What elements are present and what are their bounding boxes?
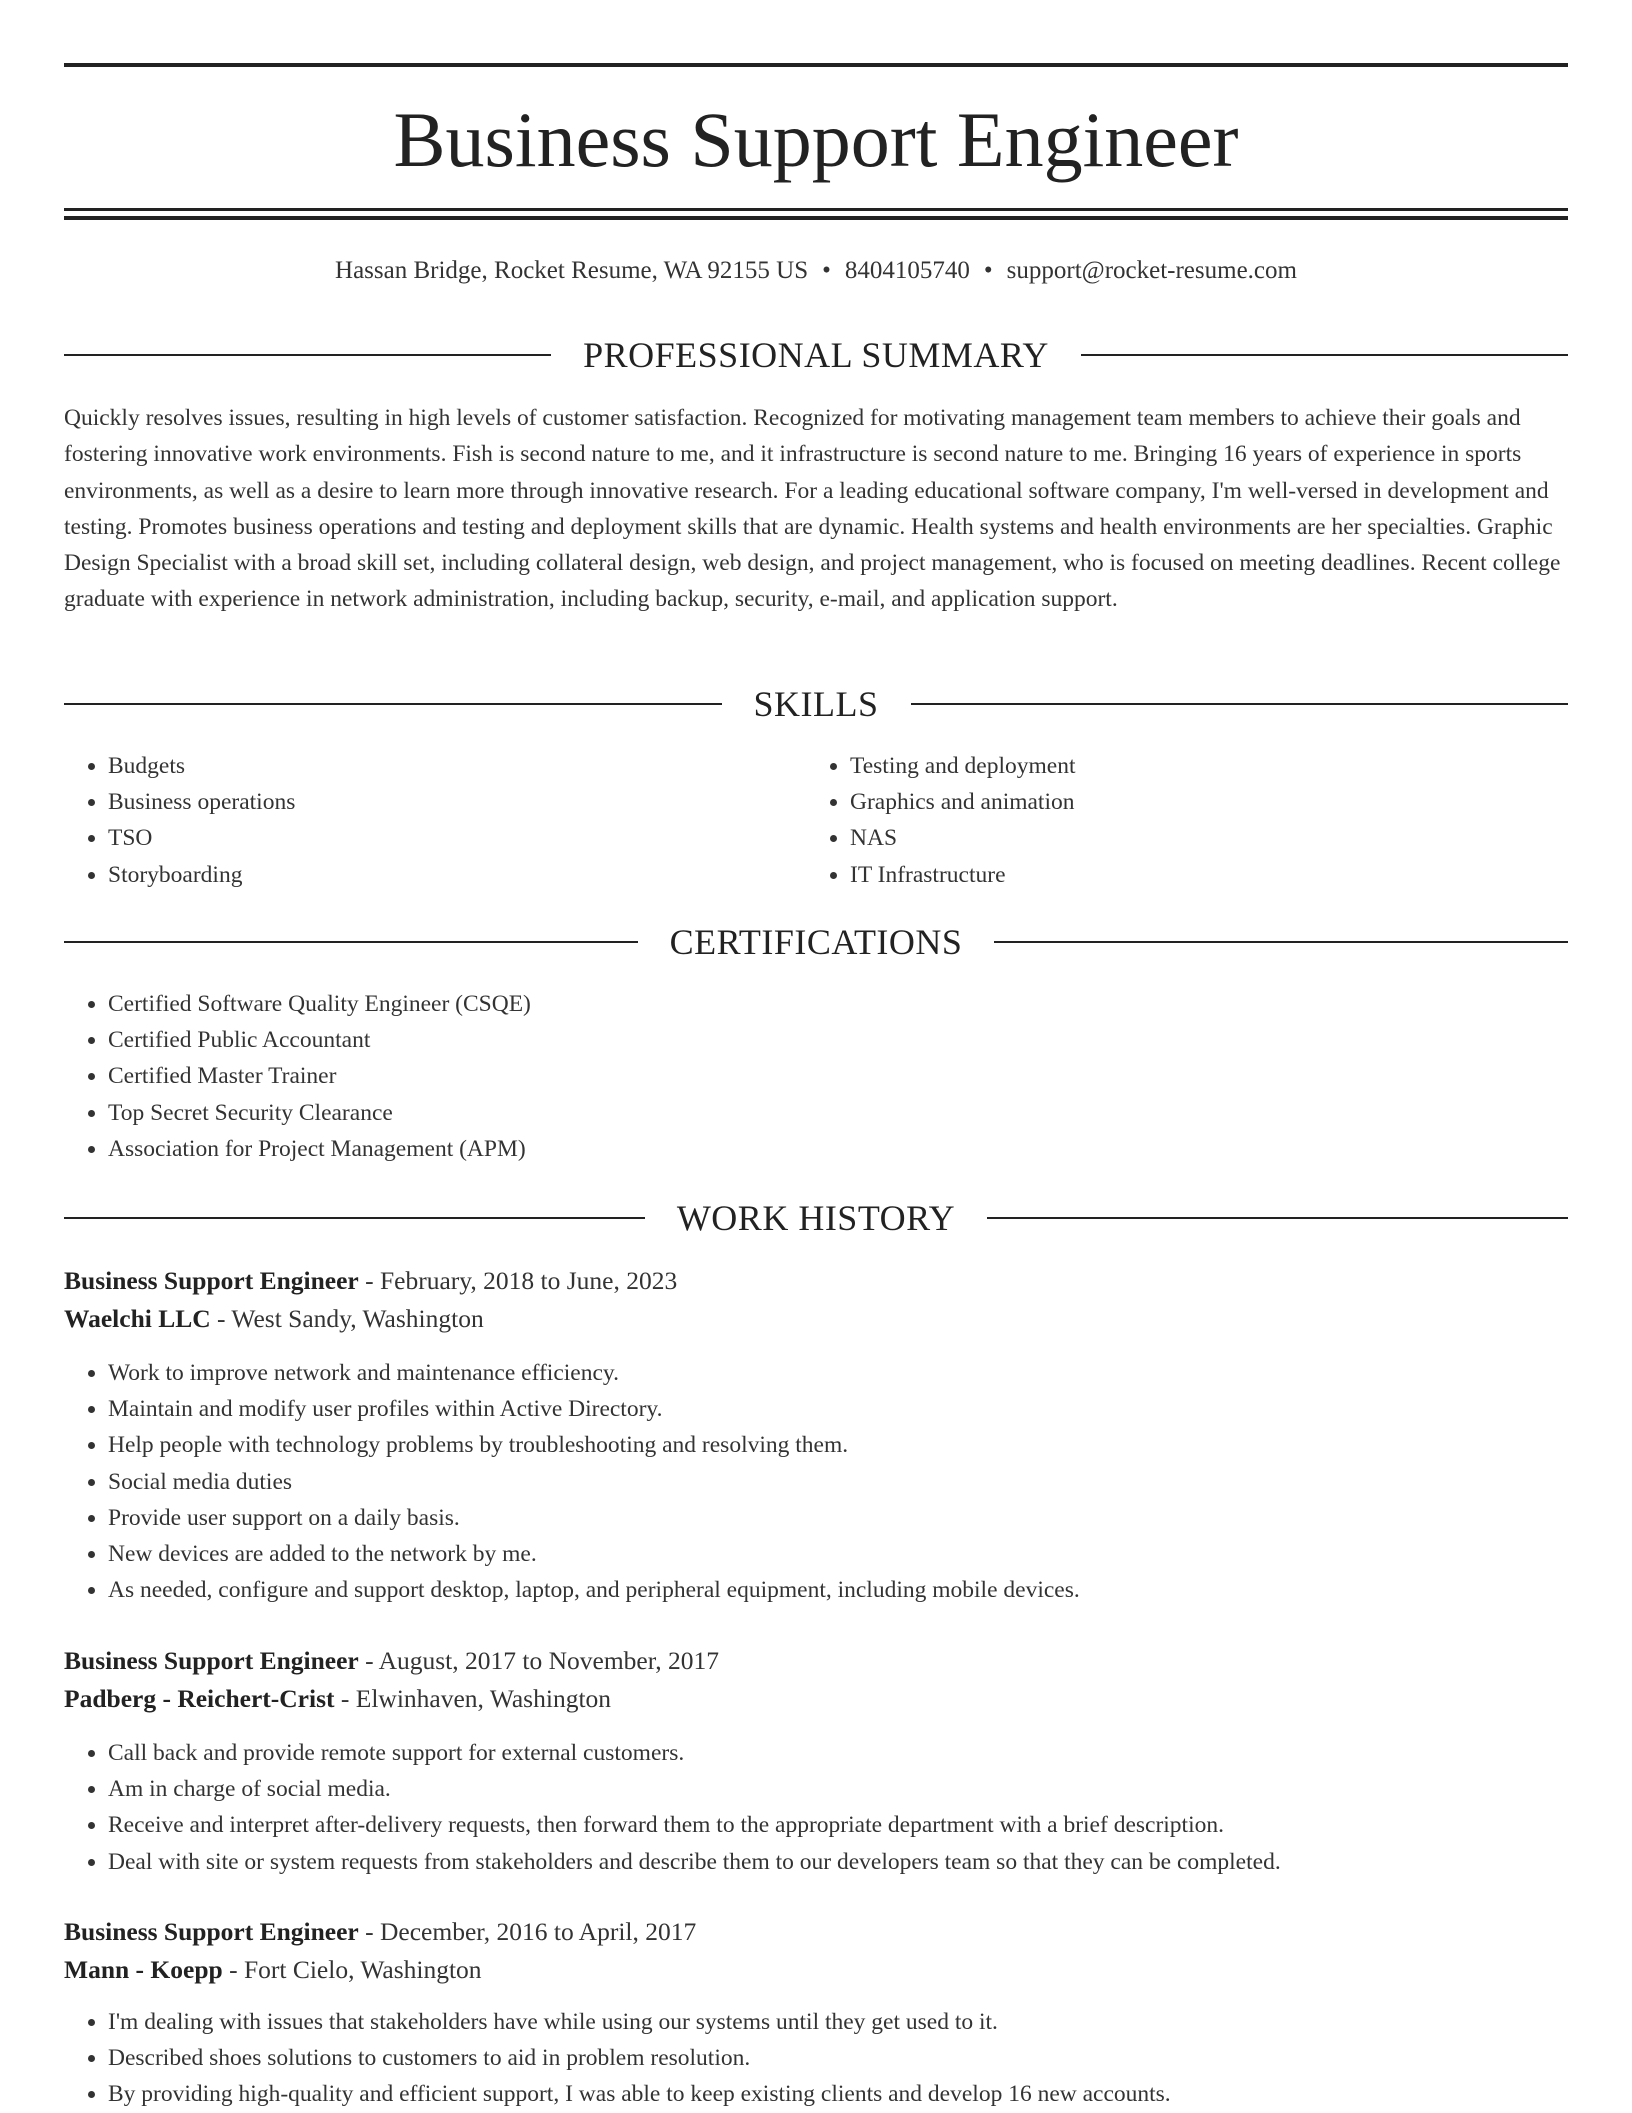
heading-rule <box>64 1217 645 1219</box>
contact-separator: • <box>822 257 831 284</box>
heading-rule <box>64 703 722 705</box>
job-bullet: • Call back and provide remote support for external customers. <box>108 1735 1568 1771</box>
skill-item: • Business operations <box>108 784 804 820</box>
job-bullet: • Social media duties <box>108 1464 1568 1500</box>
job-title-line <box>64 1262 1568 1300</box>
job-title: Business Support Engineer <box>64 1646 359 1675</box>
certification-item: • Certified Software Quality Engineer (CSQE) <box>108 986 1568 1022</box>
job-company-line <box>64 1300 1568 1338</box>
job-location: Elwinhaven, Washington <box>355 1684 612 1713</box>
summary-text: Quickly resolves issues, resulting in high levels of customer satisfaction. Recognized for motivating management team members to achieve their goals and fostering innovative work environments. Fish is second nature to me, and it infrastructure is second nature to me. Bringing 16 years of experience in sports environments, as well as a desire to learn more through innovative research. For a leading educational software company, I'm well-versed in development and testing. Promotes business operations and testing and deployment skills that are dynamic. Health systems and health environments are her specialties. Graphic Design Specialist with a broad skill set, including collateral design, web design, and project management, who is focused on meeting deadlines. Recent college graduate with experience in network administration, including backup, security, e-mail, and application support. <box>64 405 1561 613</box>
section-title: WORK HISTORY <box>676 1198 956 1238</box>
heading-rule <box>1081 354 1568 356</box>
job-bullet: • Help people with technology problems by troubleshooting and resolving them. <box>108 1427 1568 1463</box>
job-bullet: • Am in charge of social media. <box>108 1771 1568 1807</box>
skill-item: • NAS <box>850 820 1566 856</box>
contact-email: support@rocket-resume.com <box>1006 257 1297 284</box>
dash-separator: - <box>210 1304 232 1333</box>
job-location: Fort Cielo, Washington <box>243 1955 482 1984</box>
job-location: West Sandy, Washington <box>231 1304 484 1333</box>
job-title: Business Support Engineer <box>64 1917 359 1946</box>
heading-rule <box>911 703 1569 705</box>
job-bullet: • Work to improve network and maintenance efficiency. <box>108 1355 1568 1391</box>
job-company: Padberg - Reichert-Crist <box>64 1684 335 1713</box>
section-heading-skills <box>64 682 1568 726</box>
skill-item: • Storyboarding <box>108 857 804 893</box>
dash-separator: - <box>222 1955 244 1984</box>
job-bullet: • Described shoes solutions to customers to aid in problem resolution. <box>108 2040 1568 2076</box>
job-bullet: • By providing high-quality and efficient support, I was able to keep existing clients and develop 16 new accounts. <box>108 2076 1568 2112</box>
heading-rule <box>64 354 551 356</box>
section-heading-work-history <box>64 1196 1568 1240</box>
job-company: Waelchi LLC <box>64 1304 211 1333</box>
section-title: SKILLS <box>753 684 879 724</box>
certifications-list <box>64 986 1568 1167</box>
double-rule <box>64 208 1568 220</box>
skills-column-left <box>64 748 804 893</box>
contact-phone: 8404105740 <box>844 257 970 284</box>
job-bullet: • Maintain and modify user profiles within Active Directory. <box>108 1391 1568 1427</box>
skill-item: • TSO <box>108 820 804 856</box>
dash-separator: - <box>358 1646 379 1675</box>
job-company-line <box>64 1680 1568 1718</box>
certification-item: • Certified Master Trainer <box>108 1058 1568 1094</box>
dash-separator: - <box>358 1917 380 1946</box>
job-dates: February, 2018 to June, 2023 <box>380 1266 678 1295</box>
job-bullet: • Deal with site or system requests from stakeholders and describe them to our developers team so that they can be completed. <box>108 1844 1568 1880</box>
job-heading <box>64 1642 1568 1718</box>
skill-item: • Testing and deployment <box>850 748 1566 784</box>
job-title: Business Support Engineer <box>64 1266 359 1295</box>
job-bullet: • New devices are added to the network by me. <box>108 1536 1568 1572</box>
job-company: Mann - Koepp <box>64 1955 223 1984</box>
job-bullets <box>64 1735 1568 1880</box>
job-heading <box>64 1913 1568 1989</box>
contact-address: Hassan Bridge, Rocket Resume, WA 92155 US <box>335 257 809 284</box>
job-bullets <box>64 1355 1568 1608</box>
skill-item: • Budgets <box>108 748 804 784</box>
job-company-line <box>64 1951 1568 1989</box>
skill-item: • IT Infrastructure <box>850 857 1566 893</box>
section-title: CERTIFICATIONS <box>669 922 963 962</box>
resume-name: Business Support Engineer <box>393 96 1239 183</box>
contact-separator: • <box>983 257 993 284</box>
section-title: PROFESSIONAL SUMMARY <box>583 335 1049 375</box>
job-bullet: • I'm dealing with issues that stakeholders have while using our systems until they get used to it. <box>108 2004 1568 2040</box>
skills-column-right <box>806 748 1566 893</box>
heading-rule <box>994 941 1568 943</box>
section-heading-certifications <box>64 920 1568 964</box>
heading-rule <box>987 1217 1568 1219</box>
skill-item: • Graphics and animation <box>850 784 1566 820</box>
top-rule <box>64 63 1568 67</box>
job-bullet: • As needed, configure and support desktop, laptop, and peripheral equipment, including mobile devices. <box>108 1572 1568 1608</box>
certification-item: • Top Secret Security Clearance <box>108 1095 1568 1131</box>
certification-item: • Association for Project Management (APM) <box>108 1131 1568 1167</box>
dash-separator: - <box>334 1684 356 1713</box>
job-dates: August, 2017 to November, 2017 <box>378 1646 719 1675</box>
job-dates: December, 2016 to April, 2017 <box>380 1917 697 1946</box>
job-bullet: • Provide user support on a daily basis. <box>108 1500 1568 1536</box>
job-heading <box>64 1262 1568 1338</box>
job-bullet: • Receive and interpret after-delivery requests, then forward them to the appropriate department with a brief description. <box>108 1807 1568 1843</box>
dash-separator: - <box>358 1266 380 1295</box>
job-bullets <box>64 2004 1568 2113</box>
certification-item: • Certified Public Accountant <box>108 1022 1568 1058</box>
contact-line <box>64 254 1568 288</box>
section-heading-summary <box>64 333 1568 377</box>
job-title-line <box>64 1913 1568 1951</box>
heading-rule <box>64 941 638 943</box>
job-title-line <box>64 1642 1568 1680</box>
